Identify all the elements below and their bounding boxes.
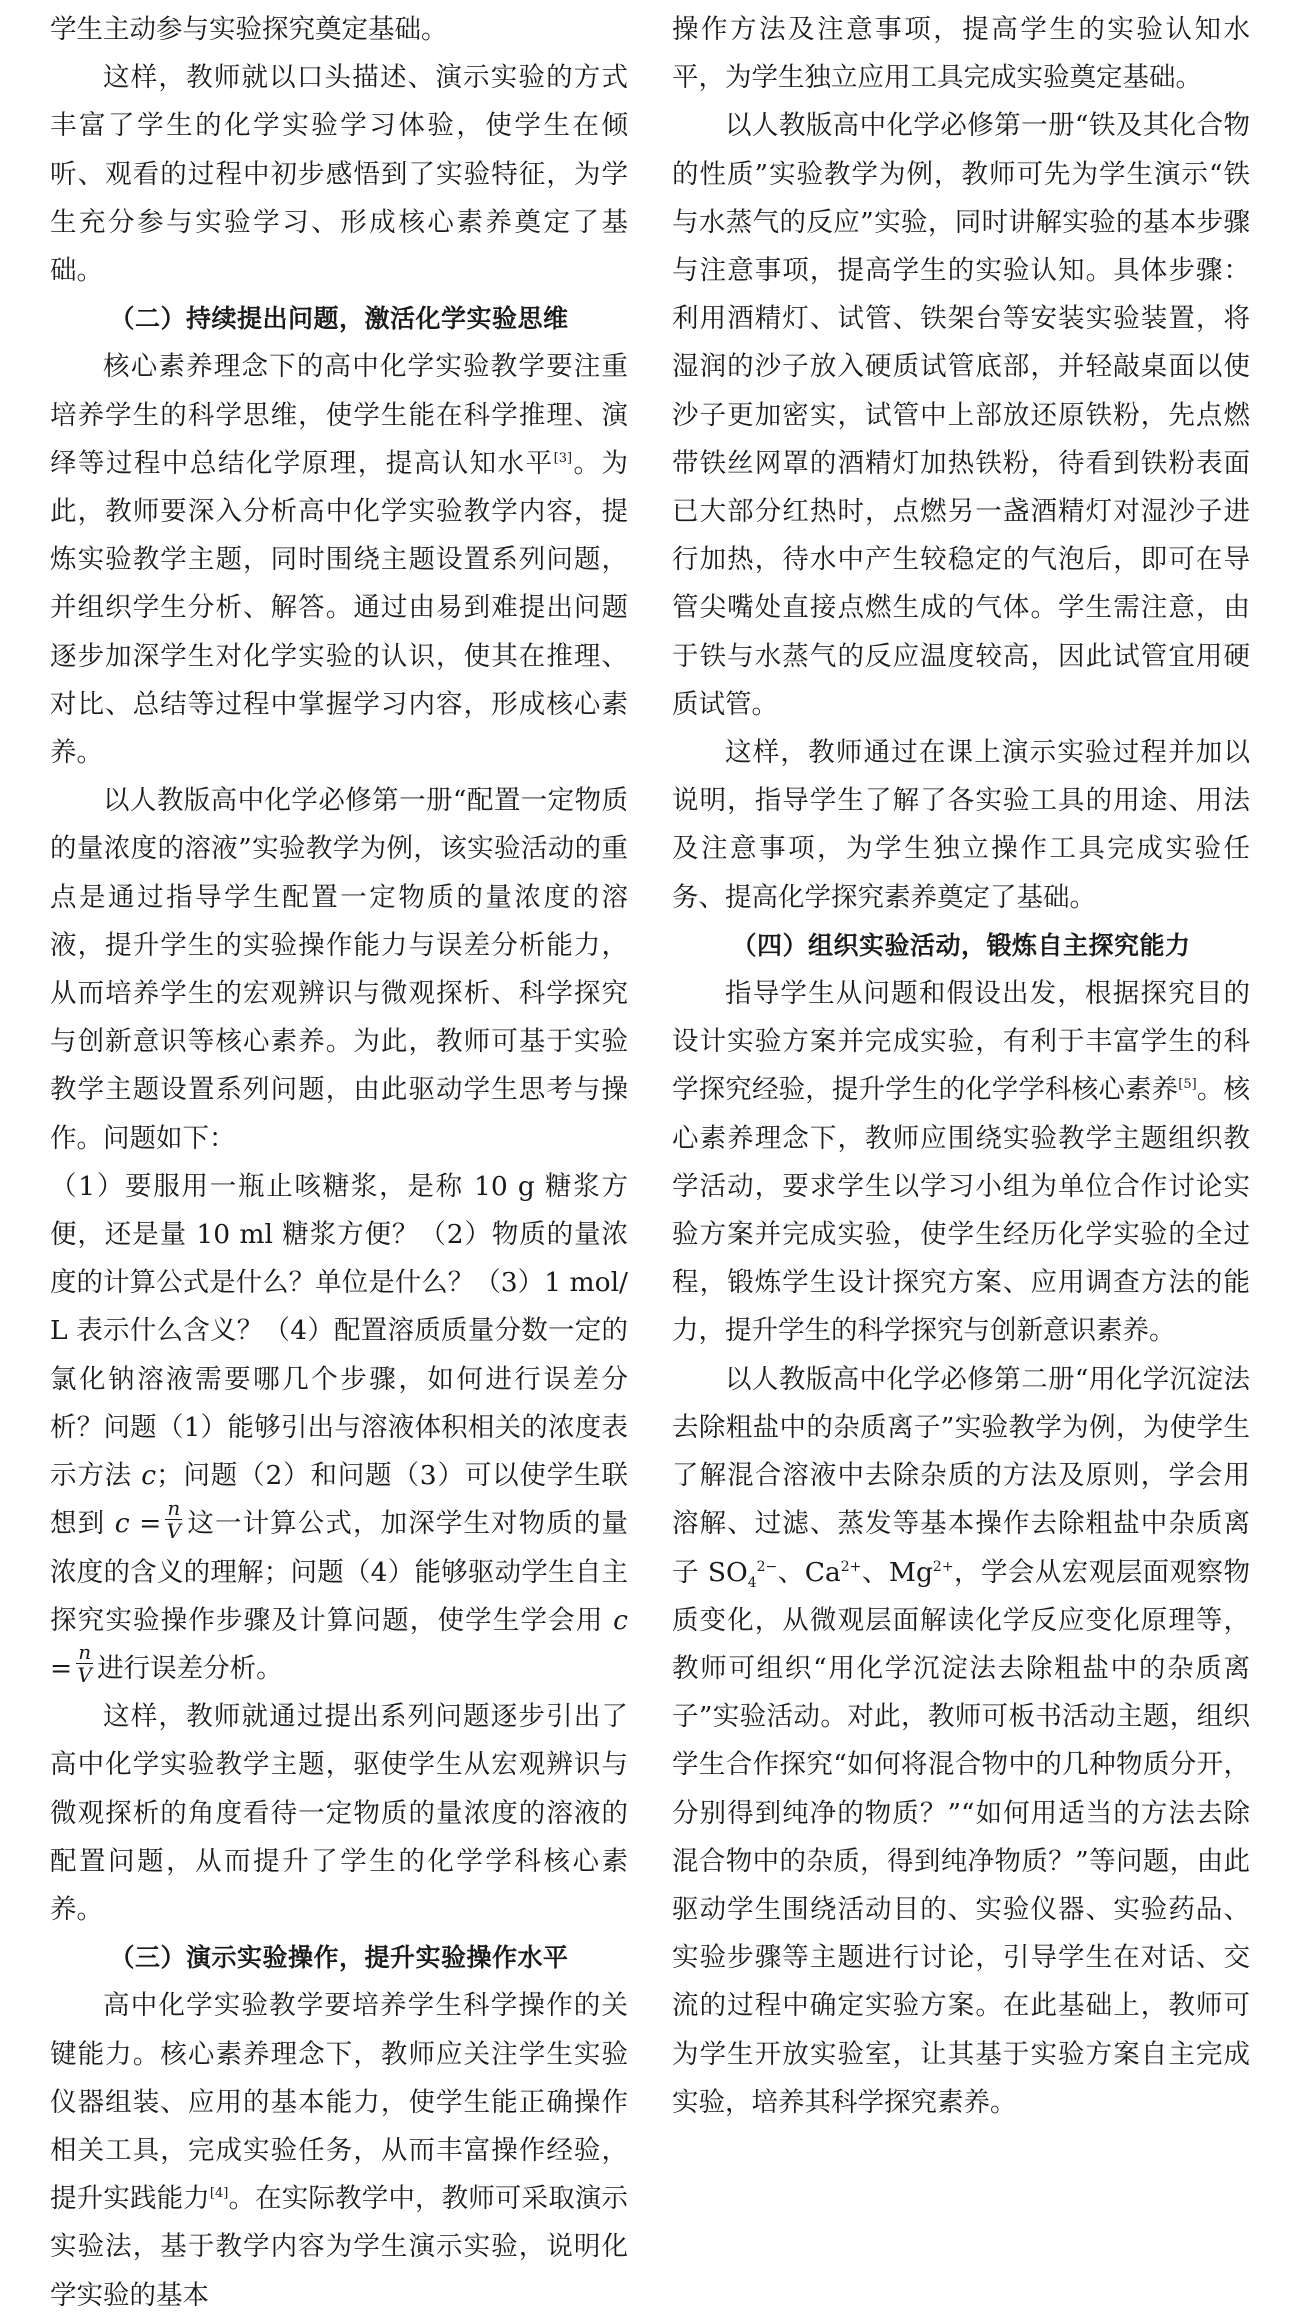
- fraction-denominator: V: [166, 1518, 182, 1543]
- paragraph-text: ，学会从宏观层面观察物质变化，从微观层面解读化学反应变化原理等，教师可组织“用化学沉淀法去除粗盐中的杂质离子”实验活动。对此，教师可板书活动主题，组织学生合作探究“如何将混合物中的几种物质分开，分别得到纯净的物质？”“如何用适当的方法去除混合物中的杂质，得到纯净物质？”等问题，由此驱动学生围绕活动目的、实验仪器、实验药品、实验步骤等主题进行讨论，引导学生在对话、交流的过程中确定实验方案。在此基础上，教师可为学生开放实验室，让其基于实验方案自主完成实验，培养其科学探究素养。: [672, 1556, 1251, 2118]
- paragraph: [50, 1982, 628, 2319]
- paragraph-text: 核心素养理念下的高中化学实验教学要注重培养学生的科学思维，使学生能在科学推理、演绎等过程中总结化学原理，提高认知水平: [50, 351, 628, 479]
- left-column: [50, 6, 628, 2320]
- paragraph: [672, 970, 1250, 1356]
- paragraph-text: 进行误差分析。: [97, 1652, 283, 1684]
- ion-subscript: 4: [747, 1574, 757, 1591]
- right-column: [672, 6, 1250, 2127]
- separator: 、: [861, 1556, 889, 1588]
- paragraph-continuation: 操作方法及注意事项，提高学生的实验认知水平，为学生独立应用工具完成实验奠定基础。: [672, 14, 1250, 94]
- paragraph: 以人教版高中化学必修第一册“配置一定物质的量浓度的溶液”实验教学为例，该实验活动的重点是通过指导学生配置一定物质的量浓度的溶液，提升学生的实验操作能力与误差分析能力，从而培养学生的宏观辨识与微观探析、科学探究与创新意识等核心素养。为此，教师可基于实验教学主题设置系列问题，由此驱动学生思考与操作。问题如下：: [50, 785, 628, 1154]
- section-heading-4: （四）组织实验活动，锻炼自主探究能力: [731, 930, 1191, 960]
- section-heading-2: （二）持续提出问题，激活化学实验思维: [109, 304, 569, 334]
- paragraph: [50, 343, 628, 777]
- paragraph-text: 这一计算公式，加深学生对物质的量浓度的含义的理解；问题（4）能够驱动学生自主探究实验操作步骤及计算问题，使学生学会用: [50, 1508, 628, 1636]
- formula-lhs: c =: [50, 1604, 628, 1684]
- citation-ref: [3]: [553, 451, 573, 466]
- citation-ref: [4]: [209, 2186, 229, 2202]
- ion-charge: 2+: [840, 1558, 862, 1575]
- fraction-denominator: V: [77, 1663, 92, 1688]
- paragraph-questions: [50, 1163, 628, 1693]
- section-heading-3: （三）演示实验操作，提升实验操作水平: [109, 1943, 569, 1973]
- paragraph: 以人教版高中化学必修第一册“铁及其化合物的性质”实验教学为例，教师可先为学生演示“铁与水蒸气的反应”实验，同时讲解实验的基本步骤与注意事项，提高学生的实验认知。具体步骤：利用酒精灯、试管、铁架台等安装实验装置，将湿润的沙子放入硬质试管底部，并轻敲桌面以使沙子更加密实，试管中上部放还原铁粉，先点燃带铁丝网罩的酒精灯加热铁粉，待看到铁粉表面已大部分红热时，点燃另一盏酒精灯对湿沙子进行加热，待水中产生较稳定的气泡后，即可在导管尖嘴处直接点燃生成的气体。学生需注意，由于铁与水蒸气的反应温度较高，因此试管宜用硬质试管。: [672, 110, 1250, 720]
- fraction-numerator: n: [167, 1495, 181, 1520]
- paragraph-text: 。核心素养理念下，教师应围绕实验教学主题组织教学活动，要求学生以学习小组为单位合作讨论实验方案并完成实验，使学生经历化学实验的全过程，锻炼学生设计探究方案、应用调查方法的能力，提升学生的科学探究与创新意识素养。: [672, 1074, 1251, 1347]
- paragraph: 这样，教师就以口头描述、演示实验的方式丰富了学生的化学实验学习体验，使学生在倾听、观看的过程中初步感悟到了实验特征，为学生充分参与实验学习、形成核心素养奠定了基础。: [50, 62, 628, 287]
- ion-calcium: [805, 1557, 862, 1588]
- fraction: [76, 1640, 93, 1688]
- fraction-numerator: n: [78, 1640, 92, 1665]
- paragraph: 这样，教师就通过提出系列问题逐步引出了高中化学实验教学主题，驱使学生从宏观辨识与微观探析的角度看待一定物质的量浓度的溶液的配置问题，从而提升了学生的化学学科核心素养。: [50, 1701, 628, 1925]
- variable-c: c: [141, 1460, 157, 1492]
- ion-symbol: Mg: [888, 1556, 933, 1588]
- ion-charge: 2−: [756, 1558, 778, 1575]
- ion-magnesium: [889, 1557, 954, 1588]
- paragraph-text: 以人教版高中化学必修第二册“用化学沉淀法去除粗盐中的杂质离子”实验教学为例，为使学生了解混合溶液中去除杂质的方法及原则，学会用溶解、过滤、蒸发等基本操作去除粗盐中杂质离子: [672, 1363, 1250, 1588]
- formula-lhs: c =: [114, 1508, 162, 1540]
- ion-symbol: SO: [707, 1556, 748, 1588]
- paragraph-text: 。为此，教师要深入分析高中化学实验教学内容，提炼实验教学主题，同时围绕主题设置系列问题，并组织学生分析、解答。通过由易到难提出问题逐步加深学生对化学实验的认识，使其在推理、对比、总结等过程中掌握学习内容，形成核心素养。: [50, 447, 629, 769]
- paragraph-text: （1）要服用一瓶止咳糖浆，是称 10 g 糖浆方便，还是量 10 ml 糖浆方便？（2）物质的量浓度的计算公式是什么？单位是什么？（3）1 mol/L 表示什么含义？（4）配置溶质质量分数一定的氯化钠溶液需要哪几个步骤，如何进行误差分析？问题（1）能够引出与溶液体积相关的浓度表示方法: [50, 1170, 628, 1492]
- separator: 、: [777, 1556, 805, 1588]
- paragraph-text: ；问题（2）和问题（3）可以使学生联想到: [50, 1460, 628, 1540]
- paragraph-text: 高中化学实验教学要培养学生科学操作的关键能力。核心素养理念下，教师应关注学生实验仪器组装、应用的基本能力，使学生能正确操作相关工具，完成实验任务，从而丰富操作经验，提升实践能力: [50, 1990, 628, 2215]
- citation-ref: [5]: [1178, 1077, 1197, 1093]
- ion-charge: 2+: [932, 1558, 954, 1575]
- paragraph-text: 。在实际教学中，教师可采取演示实验法，基于教学内容为学生演示实验，说明化学实验的基本: [50, 2183, 629, 2311]
- fraction: [165, 1495, 182, 1543]
- paragraph-continuation: 学生主动参与实验探究奠定基础。: [50, 14, 448, 45]
- paragraph: 这样，教师通过在课上演示实验过程并加以说明，指导学生了解了各实验工具的用途、用法及注意事项，为学生独立操作工具完成实验任务、提高化学探究素养奠定了基础。: [672, 737, 1250, 913]
- paragraph-text: 指导学生从问题和假设出发，根据探究目的设计实验方案并完成实验，有利于丰富学生的科学探究经验，提升学生的化学学科核心素养: [672, 978, 1250, 1106]
- ion-symbol: Ca: [804, 1556, 841, 1588]
- formula: [114, 1495, 186, 1543]
- paragraph: [672, 1356, 1250, 2127]
- ion-sulfate: [707, 1556, 778, 1591]
